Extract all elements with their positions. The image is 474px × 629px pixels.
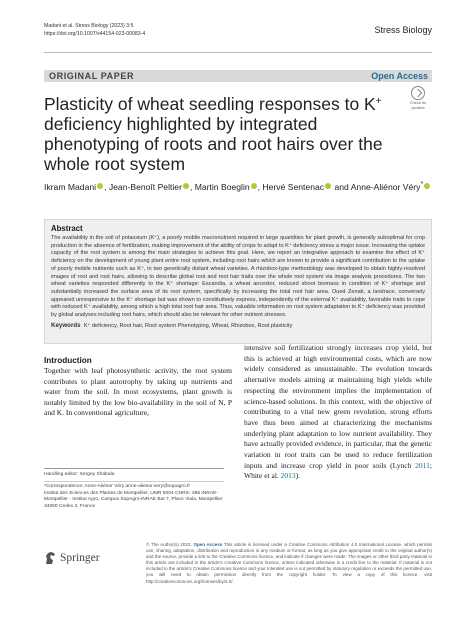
orcid-icon[interactable]	[325, 183, 331, 189]
publisher-name: Springer	[60, 552, 100, 564]
intro-text: ; White et al.	[244, 460, 432, 481]
handling-editor: Handling editor: Sergey Shabala	[44, 472, 115, 477]
intro-text: ).	[295, 471, 301, 481]
doi-link[interactable]: https://doi.org/10.1007/s44154-023-00083-4	[44, 31, 146, 37]
orcid-icon[interactable]	[183, 183, 189, 189]
check-for-updates-badge[interactable]	[404, 86, 432, 112]
author-list	[44, 180, 432, 192]
author-name: and Anne-Aliénor Véry	[332, 181, 421, 192]
header-divider	[44, 52, 432, 53]
abstract-box	[44, 219, 432, 344]
updates-label: Check for updates	[409, 101, 427, 110]
intro-text-left-column: Together with leaf photosynthetic activity, the root system contributes to plant autotrophy by taking up nutrients and water from the soil. In most ecosystems, plant growth is notably limited by the low bio-availability in the soil of N, P and K. In conventional agriculture,	[44, 366, 232, 418]
author-name: , Martin Boeglin	[189, 181, 250, 192]
corresponding-mark: *	[420, 180, 424, 188]
correspondence: *Correspondence: Anne-Aliénor Véry anne-alienor.very@supagro.fr	[44, 484, 191, 489]
license-body: This article is licensed under a Creative Commons Attribution 4.0 International License, which permits use, sharing, adaptation, distribution and reproduction in any medium or format, as long as you give appropriate credit to the original author(s) and the source, provide a link to the Creative Commons licence, and indicate if changes were made. The images or other third party material in this article are included in the article's Creative Commons licence, unless indicated otherwise in a credit line to the material. If material is not included in the article's Creative Commons licence and your intended use is not permitted by statutory regulation or exceeds the permitted use, you will need to obtain permission directly from the copyright holder. To view a copy of this licence, visit http://creativecommons.org/licenses/by/4.0/.	[146, 542, 432, 584]
reference-link[interactable]: 2013	[280, 471, 296, 481]
footnote-divider	[44, 481, 224, 482]
open-access-tag: Open Access	[193, 542, 223, 547]
footnote-divider	[44, 468, 224, 469]
introduction-heading: Introduction	[44, 356, 92, 365]
keywords-label: Keywords	[51, 321, 81, 329]
orcid-icon[interactable]	[97, 183, 103, 189]
keywords-list: K⁺ deficiency, Root hair, Root system Phenotyping, Wheat, Rhizobox, Root plasticity	[83, 322, 293, 329]
license-text	[146, 542, 432, 585]
springer-horse-icon	[44, 551, 57, 565]
article-type-label: ORIGINAL PAPER	[49, 71, 135, 81]
abstract-heading: Abstract	[51, 224, 83, 233]
reference-link[interactable]: 2011	[415, 460, 430, 470]
orcid-icon[interactable]	[424, 183, 430, 189]
orcid-icon[interactable]	[251, 183, 257, 189]
keywords-line	[51, 322, 425, 329]
article-title	[44, 92, 404, 174]
author-name: , Jean-Benoît Peltier	[104, 181, 182, 192]
title-superscript: +	[375, 96, 382, 107]
journal-name: Stress Biology	[374, 25, 432, 35]
author-name: Ikram Madani	[44, 181, 97, 192]
footnote-block	[44, 468, 224, 510]
page-header	[44, 22, 432, 52]
article-type-banner	[44, 70, 432, 82]
author-name: , Hervé Sentenac	[257, 181, 325, 192]
title-part-1: Plasticity of wheat seedling responses to K	[44, 94, 376, 114]
copyright: © The Author(s) 2023.	[146, 542, 194, 547]
abstract-text: The availability in the soil of potassium (K⁺), a poorly mobile macronutrient required in large quantities for plant growth, is generally suboptimal for crop production in the absence of fertilization, making improvement of the ability of crops to adapt to K⁺ deficiency stress a major issue. Increasing the uptake capacity of the root system is among the main strategies to achieve this goal. Here, we report an integrative approach to examine the effect of K⁺ deficiency on the development of young plant entire root system, including root hairs which are known to provide a significant contribution to the uptake of poorly mobile nutrients such as K⁺, in two genetically distant wheat varieties. A rhizobox-type methodology was developed to obtain highly-resolved images of root and root hairs, allowing to describe global root and root hair traits over the whole root system via image analysis procedures. The two wheat varieties responded differently to the K⁺ shortage: Escandia, a wheat ancestor, reduced shoot biomass in condition of K⁺ shortage and substantially increased the surface area of its root system, specifically by increasing the total root hair area. Oued Zenati, a landrace, conversely appeared unresponsive to the K⁺ shortage but was shown to constitutively express, independently of the external K⁺ availability, favorable traits to cope with reduced K⁺ availability, among which a high total root hair area. Thus, valuable information on root system adaptation to K⁺ deficiency was provided by global analyses including root hairs, which should also be relevant for other nutrient stresses.	[51, 235, 425, 319]
citation-line: Madani et al. Stress Biology (2023) 3:5	[44, 23, 134, 29]
citation-block	[44, 22, 145, 38]
intro-text-right-column	[244, 343, 432, 482]
affiliation: Institut des Sciences des Plantes de Montpellier, UMR 5004 CNRS- 386 INRAE-Montpellier - Institut Agro, Campus SupAgro-INRAE Bat 7, Place Viala, Montpellier 34060 Cedex 2, France	[44, 490, 223, 509]
intro-text: intensive soil fertilization strongly increases crop yield, but this is achieved at high environmental costs, which are now widely considered as unsustainable. The evolution towards alternative models aiming at maintaining high yields while respecting the environment implies the implementation of science-based solutions. In this context, with the objective of contributing to a vital new green revolution, strong efforts have thus been aimed at characterizing the mechanisms underlying plant adaptation to low nutrient availability. They have actually provided evidence, in particular, that the genetic variation in root traits can be used to reduce fertilization inputs and increase crop yield in poor soils (Lynch	[244, 343, 432, 470]
updates-icon	[411, 86, 425, 100]
title-part-2: deficiency highlighted by integrated phenotyping of roots and root hairs over the whole root system	[44, 114, 383, 174]
open-access-label: Open Access	[371, 71, 428, 81]
